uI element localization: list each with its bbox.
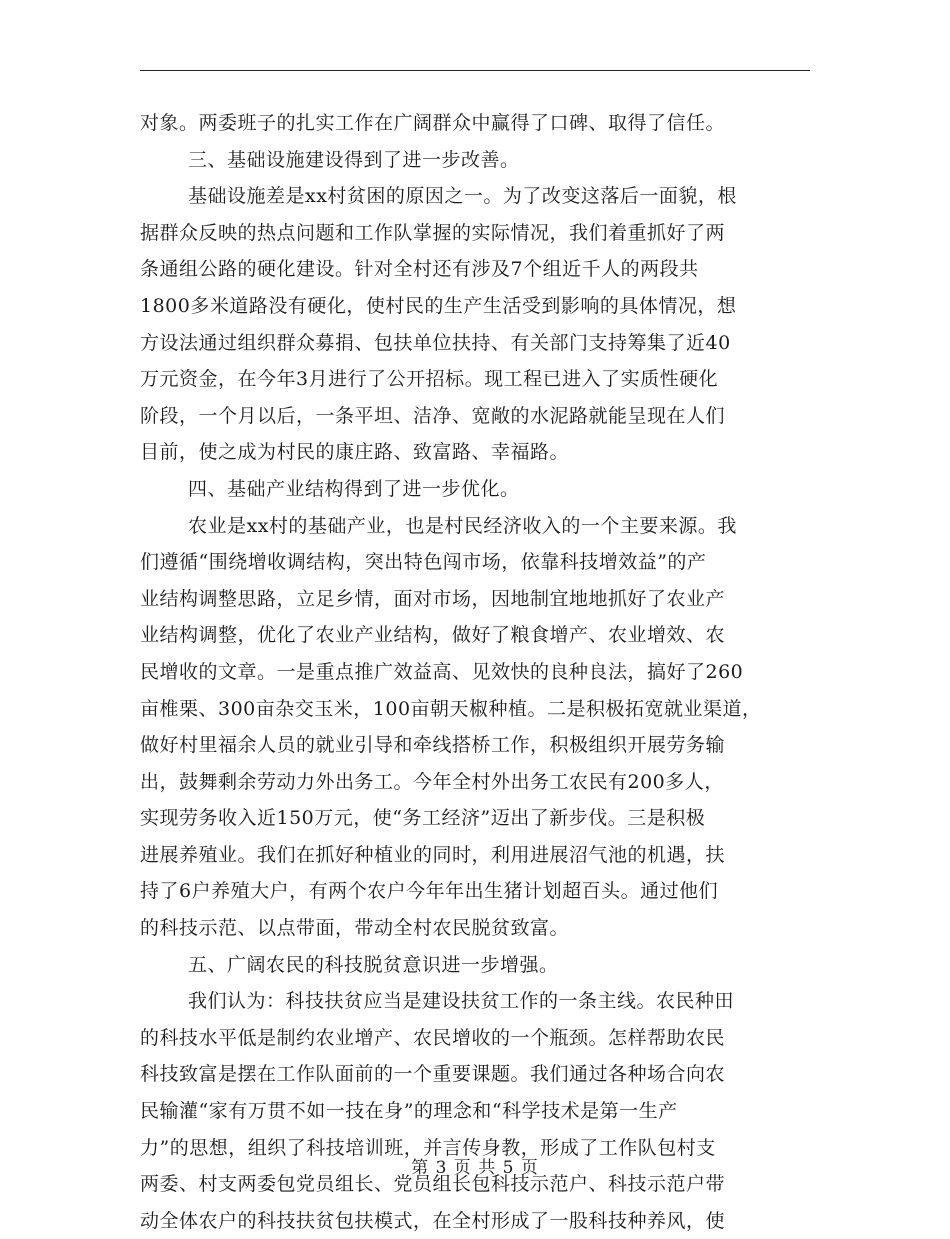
text-line: 持了6户养殖大户，有两个农户今年年出生猪计划超百头。通过他们 [140, 880, 719, 903]
page-number-footer: 第 3 页 共 5 页 [411, 1158, 539, 1178]
text-line: 两委、村支两委包党员组长、党员组长包科技示范户、科技示范户带 [140, 1173, 726, 1196]
header-rule [140, 70, 810, 71]
text-line: 据群众反映的热点问题和工作队掌握的实际情况，我们着重抓好了两 [140, 221, 726, 244]
text-line: 动全体农户的科技扶贫包扶模式，在全村形成了一股科技种养风，使 [140, 1209, 726, 1232]
text-line: 出，鼓舞剩余劳动力外出务工。今年全村外出务工农民有200多人， [140, 770, 724, 793]
text-line: 方设法通过组织群众募捐、包扶单位扶持、有关部门支持筹集了近40 [140, 331, 731, 354]
text-line: 三、基础设施建设得到了进一步改善。 [188, 148, 520, 171]
text-line: 民输灌“家有万贯不如一技在身”的理念和“科学技术是第一生产 [140, 1100, 678, 1123]
text-line: 四、基础产业结构得到了进一步优化。 [188, 477, 520, 500]
text-line: 的科技示范、以点带面，带动全村农民脱贫致富。 [140, 917, 570, 940]
text-line: 条通组公路的硬化建设。针对全村还有涉及7个组近千人的两段共 [140, 258, 699, 281]
document-body [140, 105, 820, 1239]
text-line: 目前，使之成为村民的康庄路、致富路、幸福路。 [140, 441, 570, 464]
text-line: 做好村里福余人员的就业引导和牵线搭桥工作，积极组织开展劳务输 [140, 734, 726, 757]
text-line: 实现劳务收入近150万元，使“务工经济”迈出了新步伐。三是积极 [140, 807, 706, 830]
text-line: 五、广阔农民的科技脱贫意识进一步增强。 [188, 953, 559, 976]
text-line: 亩椎栗、300亩杂交玉米，100亩朝天椒种植。二是积极拓宽就业渠道， [140, 697, 762, 720]
text-line: 民增收的文章。一是重点推广效益高、见效快的良种良法，搞好了260 [140, 660, 744, 683]
text-line: 1800多米道路没有硬化，使村民的生产生活受到影响的具体情况，想 [140, 294, 737, 317]
text-line: 业结构调整，优化了农业产业结构，做好了粮食增产、农业增效、农 [140, 624, 726, 647]
text-line: 们遵循“围绕增收调结构，突出特色闯市场，依靠科技增效益”的产 [140, 551, 707, 574]
text-line: 进展养殖业。我们在抓好种植业的同时，利用进展沼气池的机遇，扶 [140, 843, 726, 866]
text-line: 的科技水平低是制约农业增产、农民增收的一个瓶颈。怎样帮助农民 [140, 1026, 726, 1049]
text-line: 阶段，一个月以后，一条平坦、洁净、宽敞的水泥路就能呈现在人们 [140, 404, 726, 427]
text-line: 对象。两委班子的扎实工作在广阔群众中赢得了口碑、取得了信任。 [140, 112, 726, 134]
text-line: 我们认为：科技扶贫应当是建设扶贫工作的一条主线。农民种田 [188, 990, 735, 1013]
text-line: 万元资金，在今年3月进行了公开招标。现工程已进入了实质性硬化 [140, 368, 719, 391]
text-line: 力”的思想，组织了科技培训班，并言传身教，形成了工作队包村支 [140, 1136, 716, 1159]
text-line: 业结构调整思路，立足乡情，面对市场，因地制宜地地抓好了农业产 [140, 587, 726, 610]
text-line: 农业是xx村的基础产业，也是村民经济收入的一个主要来源。我 [188, 514, 737, 537]
text-line: 基础设施差是xx村贫困的原因之一。为了改变这落后一面貌，根 [188, 185, 737, 208]
text-line: 科技致富是摆在工作队面前的一个重要课题。我们通过各种场合向农 [140, 1063, 726, 1086]
